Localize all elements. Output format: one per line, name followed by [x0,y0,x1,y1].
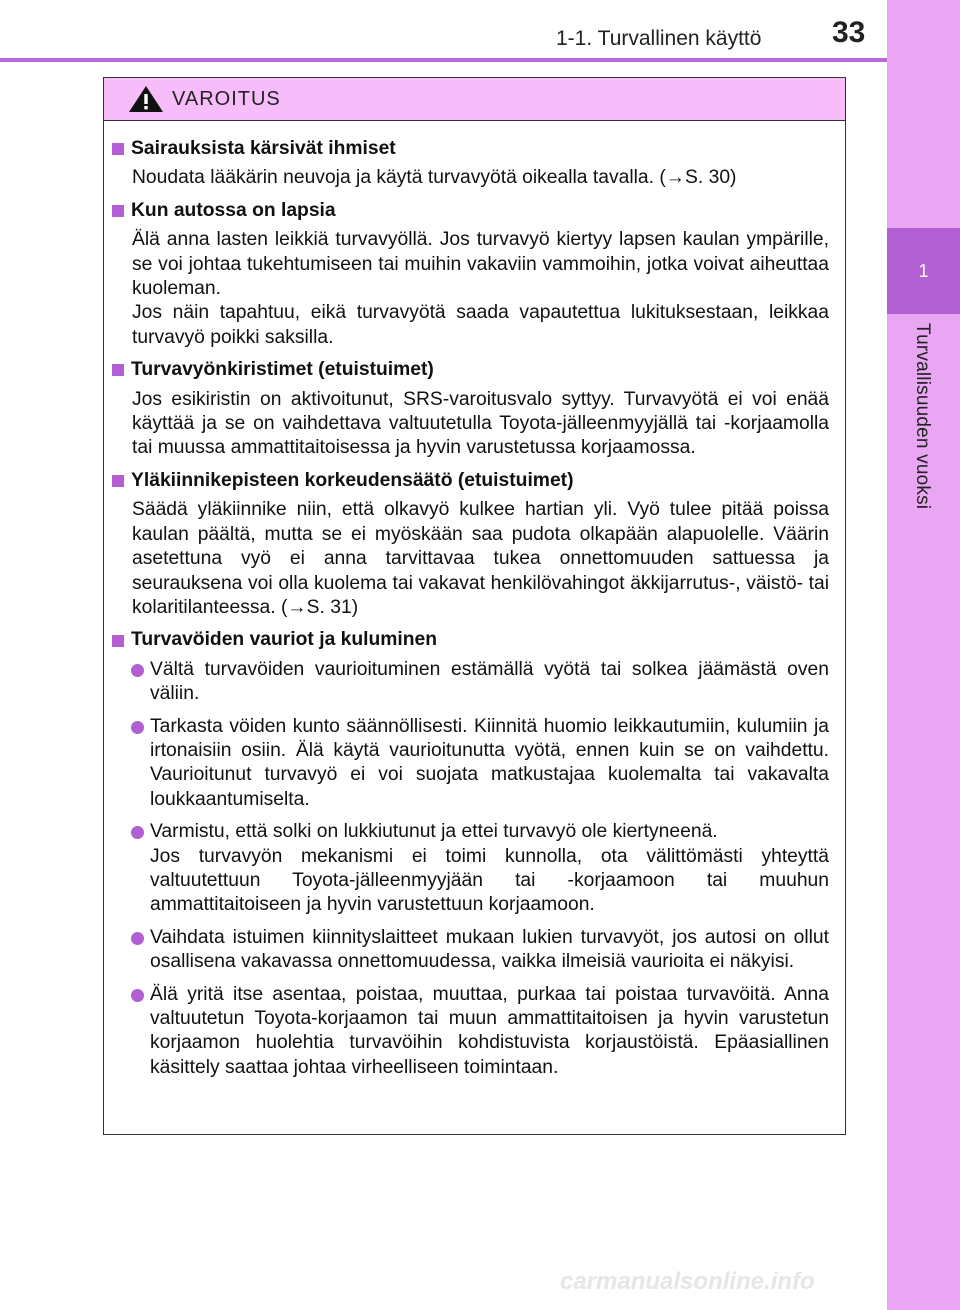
list-item: Älä yritä itse asentaa, poistaa, muuttaa, purkaa tai poistaa turvavöitä. Anna valtuutetun Toyota-korjaamon tai muun ammattitaitoisen ja hyvin varustetun korjaamon huolehtia turvavöihin kohdistuvista korjaustöistä. Epäasiallinen käsittely saattaa johtaa virheelliseen toimintaan. [150,983,829,1081]
list-item: Varmistu, että solki on lukkiutunut ja ettei turvavyö ole kiertyneenä. Jos turvavyön mekanismi ei toimi kunnolla, ota välittömästi yhteyttä valtuutettuun Toyota-jälleenmyyjään tai -korjaamoon tai muuhun ammattitaitoiseen ja hyvin varustettuun korjaamoon. [150,820,829,918]
warning-header [104,78,845,121]
square-bullet-icon [112,205,124,217]
section-heading: Kun autossa on lapsia [131,199,336,221]
section-children [112,199,837,350]
section-text: Jos esikiristin on aktivoitunut, SRS-varoitusvalo syttyy. Turvavyötä ei voi enää käyttää ja se on vaihdettava valtuutetulla Toyota-jälleenmyyjällä tai -korjaamolla tai muussa ammattitaitoisessa ja hyvin varustetussa korjaamossa. [132,388,829,459]
section-heading: Yläkiinnikepisteen korkeudensäätö (etuistuimet) [131,469,574,491]
warning-content [104,121,845,1080]
section-pretensioners [112,358,837,461]
list-item: Tarkasta vöiden kunto säännöllisesti. Kiinnitä huomio leikkautumiin, kulumiin ja irtonaisiin osiin. Älä käytä vaurioitunutta vyötä, ennen kuin se on vaihdettu. Vaurioitunut turvavyö ei voi suojata matkustajaa kuolemalta tai vakavalta loukkaantumiselta. [150,715,829,813]
list-item: Vältä turvavöiden vaurioituminen estämällä vyötä tai solkea jäämästä oven väliin. [150,658,829,707]
section-heading: Turvavöiden vauriot ja kuluminen [131,629,438,651]
warning-triangle-icon [128,85,164,113]
side-tab [887,0,960,1310]
section-heading: Turvavyönkiristimet (etuistuimet) [131,359,434,381]
round-bullet-icon [131,721,144,734]
square-bullet-icon [112,635,124,647]
square-bullet-icon [112,475,124,487]
section-anchor-height [112,469,837,620]
chapter-number: 1 [918,260,929,281]
header-divider [0,58,887,62]
section-text-continued: Jos näin tapahtuu, eikä turvavyötä saada vapautettua lukituksestaan, leikkaa turvavyö poikki saksilla. [132,302,829,348]
section-text: Älä anna lasten leikkiä turvavyöllä. Jos turvavyö kiertyy lapsen kaulan ympärille, se voi johtaa tukehtumiseen tai muihin vakaviin vammoihin, jotka voivat aiheuttaa kuoleman. [132,229,829,300]
section-damage-wear [112,628,837,1080]
section-text: Säädä yläkiinnike niin, että olkavyö kulkee hartian yli. Vyö tulee pitää poissa kaulan päältä, mutta se ei myöskään saa pudota olkapään alapuolelle. Väärin asetettuna vyö ei anna tarvittavaa tukea onnettomuuden sattuessa ja seurauksena voi olla kuolema tai vakavat henkilövahingot äkkijarrutus-, väistö- tai kolaritilanteessa. (→S. 31) [132,499,829,618]
list-item: Vaihdata istuimen kiinnityslaitteet mukaan lukien turvavyöt, jos autosi on ollut osallisena vakavassa onnettomuudessa, vaikka ilmeisiä vaurioita ei näkyisi. [150,926,829,975]
section-heading: Sairauksista kärsivät ihmiset [131,138,396,159]
round-bullet-icon [131,989,144,1002]
section-text: Noudata lääkärin neuvoja ja käytä turvavyötä oikealla tavalla. (→S. 30) [132,167,737,189]
section-illness [112,137,837,191]
round-bullet-icon [131,826,144,839]
footer-watermark: carmanualsonline.info [560,1268,815,1295]
chapter-label: Turvallisuuden vuoksi [912,323,933,510]
page-number: 33 [832,16,866,49]
square-bullet-icon [112,143,124,155]
warning-title: VAROITUS [172,87,281,110]
warning-box [103,77,846,1135]
chapter-tab[interactable] [887,228,960,314]
header-section-title: 1-1. Turvallinen käyttö [556,27,762,50]
list-item-continued: Jos turvavyön mekanismi ei toimi kunnolla, ota välittömästi yhteyttä valtuutettuun Toyota-jälleenmyyjään tai -korjaamoon tai muuhun ammattitaitoiseen ja hyvin varustettuun korjaamoon. [150,845,829,916]
square-bullet-icon [112,364,124,376]
round-bullet-icon [131,664,144,677]
round-bullet-icon [131,932,144,945]
